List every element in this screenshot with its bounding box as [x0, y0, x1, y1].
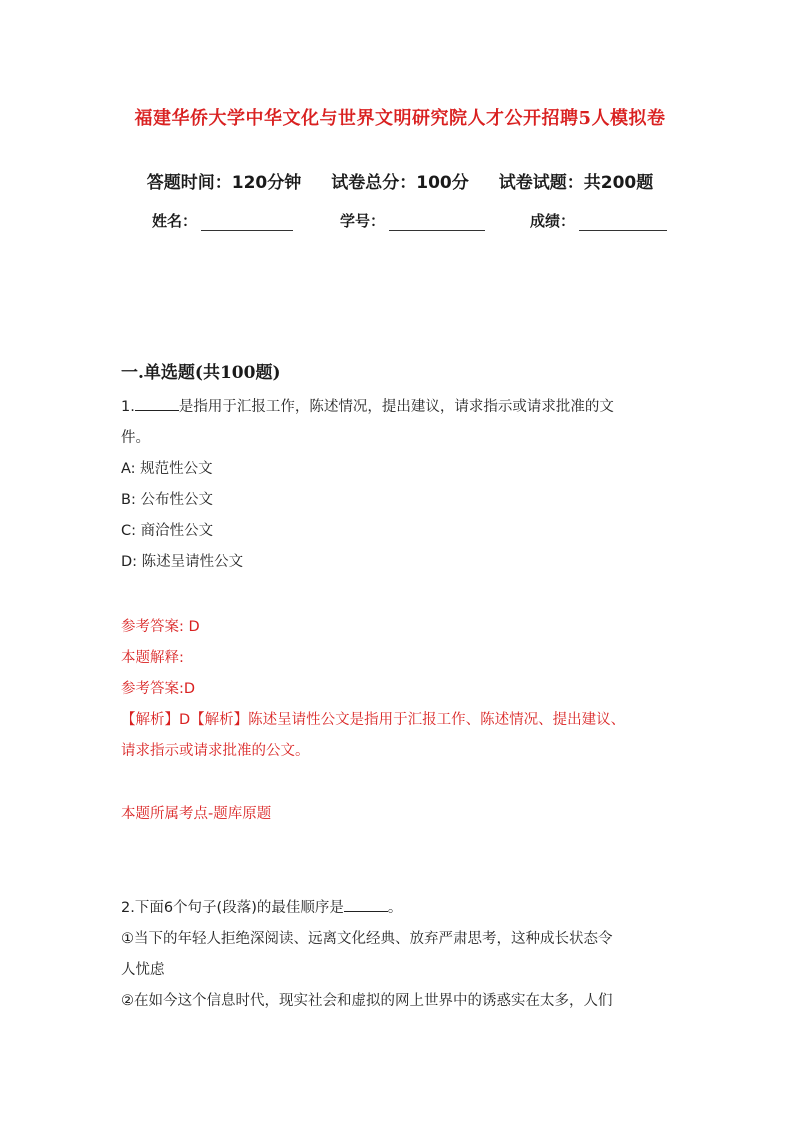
question-2-text: 2.下面6个句子(段落)的最佳顺序是	[121, 900, 344, 916]
question-1-number: 1.	[121, 399, 135, 415]
topic-label: 本题所属考点-题库原题	[121, 806, 272, 822]
exam-question-count: 试卷试题：共200题	[498, 173, 654, 193]
question-2-stem-end: 。	[387, 900, 403, 916]
question-1-text: 是指用于汇报工作，陈述情况，提出建议，请求指示或请求批准的文	[178, 399, 614, 415]
explanation-label: 本题解释:	[121, 650, 184, 666]
exam-title: 福建华侨大学中华文化与世界文明研究院人才公开招聘5人模拟卷	[134, 108, 666, 129]
question-1-answer-block	[121, 612, 681, 767]
option-c[interactable]: C: 商洽性公文	[121, 523, 214, 539]
question-1-stem	[121, 392, 681, 423]
topic-block	[121, 799, 681, 830]
name-blank[interactable]	[201, 214, 293, 231]
name-label: 姓名：	[152, 212, 198, 230]
option-d[interactable]: D: 陈述呈请性公文	[121, 554, 244, 570]
question-1-stem-cont: 件。	[121, 430, 150, 446]
score-field[interactable]	[530, 210, 667, 231]
answer-blank-2	[344, 897, 388, 912]
score-label: 成绩：	[530, 212, 576, 230]
question-1	[121, 392, 681, 578]
id-blank[interactable]	[389, 214, 485, 231]
id-label: 学号：	[340, 212, 386, 230]
name-field[interactable]	[152, 210, 293, 231]
exam-info	[0, 168, 800, 193]
score-blank[interactable]	[579, 214, 667, 231]
section-title: 一.单选题(共100题)	[121, 363, 281, 383]
reference-answer: 参考答案: D	[121, 619, 200, 635]
question-2	[121, 893, 681, 1017]
reference-answer-2: 参考答案:D	[121, 681, 196, 697]
question-2-stem	[121, 893, 681, 924]
question-2-line-1: ①当下的年轻人拒绝深阅读、远离文化经典、放弃严肃思考，这种成长状态令	[121, 931, 613, 947]
answer-blank	[135, 396, 179, 411]
id-field[interactable]	[340, 210, 485, 231]
exam-time: 答题时间：120分钟	[146, 173, 302, 193]
option-a[interactable]: A: 规范性公文	[121, 461, 213, 477]
exam-total-score: 试卷总分：100分	[331, 173, 469, 193]
analysis-line-1: 【解析】D【解析】陈述呈请性公文是指用于汇报工作、陈述情况、提出建议、	[121, 712, 626, 728]
question-2-line-2: 人忧虑	[121, 962, 165, 978]
question-2-line-3: ②在如今这个信息时代，现实社会和虚拟的网上世界中的诱惑实在太多，人们	[121, 993, 613, 1009]
analysis-line-2: 请求指示或请求批准的公文。	[121, 743, 310, 759]
option-b[interactable]: B: 公布性公文	[121, 492, 213, 508]
